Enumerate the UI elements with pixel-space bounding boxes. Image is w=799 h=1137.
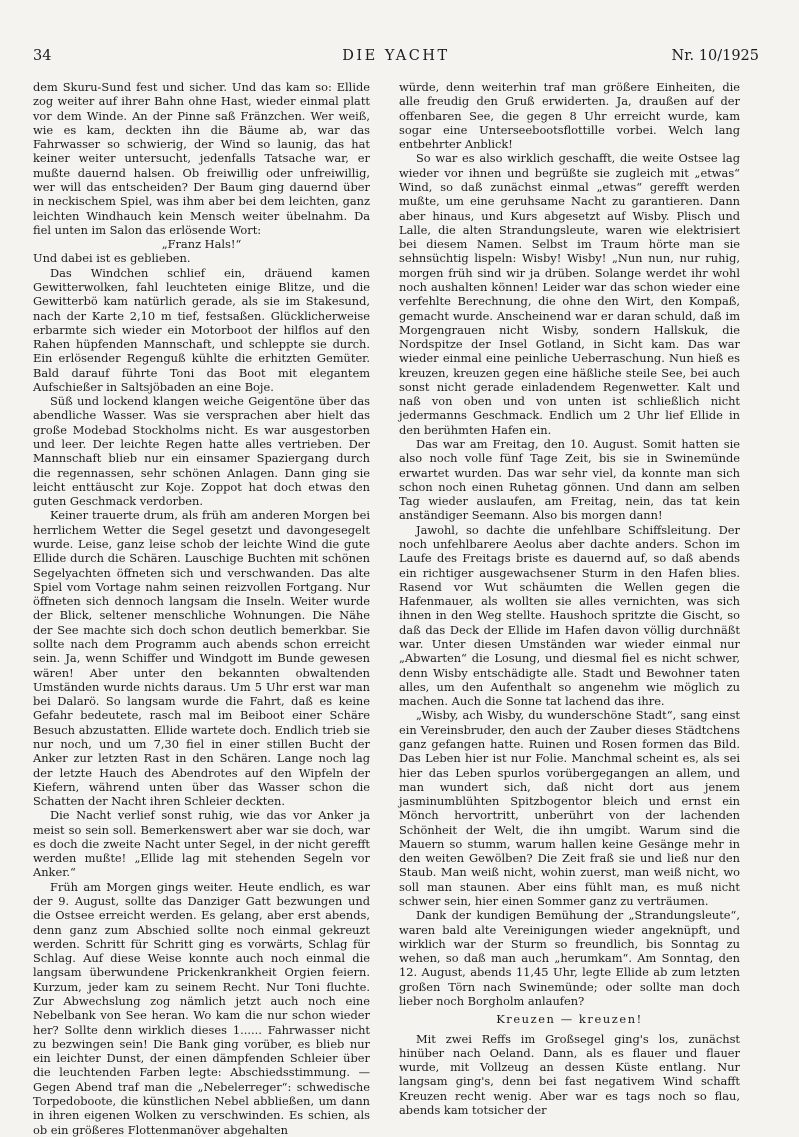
issue-number: Nr. 10/1925 (671, 48, 759, 64)
paragraph: Jawohl, so dachte die unfehlbare Schiffsleitung. Der noch unfehlbarere Aeolus aber dachte anders. Schon im Laufe des Freitags briste es dauernd auf, so daß abends ein richtiger ausgewachsener Sturm in den Hafen blies. Rasend vor Wut schäumten die Wellen gegen die Hafenmauer, als wollten sie alles vernichten, was sich ihnen in den Weg stellte. Haushoch spritzte die Gischt, so daß das Deck der Ellide im Hafen davon völlig durchnäßt war. Unter diesen Umständen war wieder einmal nur „Abwarten“ die Losung, und diesmal fiel es nicht schwer, denn Wisby entschädigte alle. Stadt und Bewohner taten alles, um den Aufenthalt so angenehm wie möglich zu machen. Auch die Sonne tat lachend das ihre. (399, 522, 740, 709)
right-column (399, 80, 740, 1117)
paragraph: Süß und lockend klangen weiche Geigentöne über das abendliche Wasser. Was sie versprachen aber hielt das große Modebad Stockholms nicht. Es war ausgestorben und leer. Der leichte Regen hatte alles vertrieben. Der Mannschaft blieb nur ein einsamer Spaziergang durch die regennassen, sehr schönen Anlagen. Dann ging sie leicht enttäuscht zur Koje. Zoppot hat doch etwas den guten Geschmack verdorben. (33, 394, 370, 509)
page-header (33, 48, 759, 70)
page-number: 34 (33, 48, 52, 64)
paragraph: Dank der kundigen Bemühung der „Strandungsleute“, waren bald alte Vereinigungen wieder angeknüpft, und wirklich war der Sturm so freundlich, bis Sonntag zu wehen, so daß man auch „herumkam“. Am Sonntag, den 12. August, abends 11,45 Uhr, legte Ellide ab zum letzten großen Törn nach Swinemünde; oder sollte man doch lieber noch Borgholm anlaufen? (399, 908, 740, 1008)
paragraph: So war es also wirklich geschafft, die weite Ostsee lag wieder vor ihnen und begrüßte sie zugleich mit „etwas“ Wind, so daß zunächst einmal „etwas“ gerefft werden mußte, um eine geruhsame Nacht zu garantieren. Dann aber hinaus, und Kurs abgesetzt auf Wisby. Plisch und Lalle, die alten Strandungsleute, waren wie elektrisiert bei diesem Namen. Selbst im Traum hörte man sie sehnsüchtig lispeln: Wisby! Wisby! „Nun nun, nur ruhig, morgen früh sind wir ja drüben. Solange werdet ihr wohl noch aushalten können! Leider war das schon wieder eine verfehlte Berechnung, die ohne den Wirt, den Kompaß, gemacht wurde. Anscheinend war er daran schuld, daß im Morgengrauen nicht Wisby, sondern Hallskuk, die Nordspitze der Insel Gotland, in Sicht kam. Das war wieder einmal eine peinliche Ueberraschung. Nun hieß es kreuzen, kreuzen gegen eine häßliche steile See, bei auch sonst nicht gerade einladendem Regenwetter. Kalt und naß von oben und von unten ist schließlich nicht jedermanns Geschmack. Endlich um 2 Uhr lief Ellide in den berühmten Hafen ein. (399, 151, 740, 437)
paragraph: würde, denn weiterhin traf man größere Einheiten, die alle freudig den Gruß erwiderten. Ja, draußen auf der offenbaren See, die gegen 8 Uhr erreicht wurde, kam sogar eine Unterseebootsflottille vorbei. Welch lang entbehrter Anblick! (399, 80, 740, 152)
paragraph: Die Nacht verlief sonst ruhig, wie das vor Anker ja meist so sein soll. Bemerkenswert aber war sie doch, war es doch die zweite Nacht unter Segel, in der nicht gerefft werden mußte! „Ellide lag mit stehenden Segeln vor Anker.“ (33, 808, 370, 880)
paragraph: Keiner trauerte drum, als früh am anderen Morgen bei herrlichem Wetter die Segel gesetzt und davongesegelt wurde. Leise, ganz leise schob der leichte Wind die gute Ellide durch die Schären. Lauschige Buchten mit schönen Segelyachten öffneten sich und verschwanden. Das alte Spiel vom Vortage nahm seinen reizvollen Fortgang. Nur öffneten sich dennoch langsam die Inseln. Weiter wurde der Blick, seltener menschliche Wohnungen. Die Nähe der See machte sich doch schon deutlich bemerkbar. Sie sollte nach dem Programm auch abends schon erreicht sein. Ja, wenn Schiffer und Windgott im Bunde gewesen wären! Aber unter den bekannten obwaltenden Umständen wurde nichts daraus. Um 5 Uhr erst war man bei Dalarö. So langsam wurde die Fahrt, daß es keine Gefahr bedeutete, rasch mal im Beiboot einer Schäre Besuch abzustatten. Ellide wartete doch. Endlich trieb sie nur noch, und um 7,30 fiel in einer stillen Bucht der Anker zur letzten Rast in den Schären. Lange noch lag der letzte Hauch des Abendrotes auf den Wipfeln der Kiefern, während unten über das Wasser schon die Schatten der Nacht ihren Schleier deckten. (33, 508, 370, 809)
quote-line: „Franz Hals!“ (161, 237, 242, 252)
paragraph: „Wisby, ach Wisby, du wunderschöne Stadt“, sang einst ein Vereinsbruder, den auch der Zauber dieses Städtchens ganz gefangen hatte. Ruinen und Rosen formen das Bild. Das Leben hier ist nur Folie. Manchmal scheint es, als sei hier das Leben spurlos vorübergegangen an allem, und man wundert sich, daß nicht dort aus jenem jasminumblühten Spitzbogentor bleich und ernst ein Mönch hervortritt, unberührt von der lachenden Schönheit der Welt, die ihn umgibt. Warum sind die Mauern so stumm, warum hallen keine Gesänge mehr in den weiten Gewölben? Die Zeit fraß sie und ließ nur den Staub. Man weiß nicht, wohin zuerst, man weiß nicht, wo soll man staunen. Aber eins fühlt man, es muß nicht schwer sein, hier einen Sommer ganz zu verträumen. (399, 708, 740, 909)
paragraph: Mit zwei Reffs im Großsegel ging's los, zunächst hinüber nach Oeland. Dann, als es flauer und flauer wurde, mit Vollzeug an dessen Küste entlang. Nur langsam ging's, denn bei fast negativem Wind schafft Kreuzen recht wenig. Aber war es tags noch so flau, abends kam totsicher der (399, 1031, 740, 1117)
journal-title: DIE YACHT (342, 48, 450, 64)
paragraph: Das war am Freitag, den 10. August. Somit hatten sie also noch volle fünf Tage Zeit, bis sie in Swinemünde erwartet wurden. Das war sehr viel, da konnte man sich schon noch einen Ruhetag gönnen. Und dann am selben Tag wieder auslaufen, am Freitag, nein, das tat kein anständiger Seemann. Also bis morgen dann! (399, 437, 740, 523)
section-heading: Kreuzen — kreuzen! (496, 1012, 643, 1027)
paragraph: Früh am Morgen gings weiter. Heute endlich, es war der 9. August, sollte das Danziger Gatt bezwungen und die Ostsee erreicht werden. Es gelang, aber erst abends, denn ganz zum Abschied sollte noch einmal gekreuzt werden. Schritt für Schritt ging es vorwärts, Schlag für Schlag. Auf diese Weise konnte auch noch einmal die langsam überwundene Prickenkrankheit Orgien feiern. Kurzum, jeder kam zu seinem Recht. Nur Toni fluchte. Zur Abwechslung zog nämlich jetzt auch noch eine Nebelbank von See heran. Wo kam die nur schon wieder her? Sollte denn wirklich dieses 1...... Fahrwasser nicht zu bezwingen sein! Die Bank ging vorüber, es blieb nur ein leichter Dunst, der einen dämpfenden Schleier über die leuchtenden Farben legte: Abschiedsstimmung. — Gegen Abend traf man die „Nebelerreger“: schwedische Torpedoboote, die künstlichen Nebel abbließen, um dann in ihren eigenen Wolken zu verschwinden. Es schien, als ob ein größeres Flottenmanöver abgehalten (33, 879, 370, 1137)
left-column (33, 80, 370, 1137)
paragraph: dem Skuru-Sund fest und sicher. Und das kam so: Ellide zog weiter auf ihrer Bahn ohne Hast, wieder einmal platt vor dem Winde. An der Pinne saß Fränzchen. Wer weiß, wie es kam, deckten ihn die Bäume ab, war das Fahrwasser so schwierig, der Wind so launig, das hat keiner weiter untersucht, jedenfalls Tatsache war, er mußte dauernd halsen. Ob freiwillig oder unfreiwillig, wer will das entscheiden? Der Baum ging dauernd über in neckischem Spiel, was ihm aber bei dem leichten, ganz leichten Windhauch kein Mensch weiter übelnahm. Da fiel unten im Salon das erlösende Wort: (33, 80, 370, 237)
paragraph: Das Windchen schlief ein, dräuend kamen Gewitterwolken, fahl leuchteten einige Blitze, und die Gewitterbö kam natürlich gerade, als sie im Stakesund, nach der Karte 2,10 m tief, festsaßen. Glücklicherweise erbarmte sich wieder ein Motorboot der hilflos auf den Rahen hüpfenden Mannschaft, und schleppte sie durch. Ein erlösender Regenguß kühlte die erhitzten Gemüter. Bald darauf führte Toni das Boot mit elegantem Aufschießer in Saltsjöbaden an eine Boje. (33, 265, 370, 394)
paragraph: Und dabei ist es geblieben. (33, 251, 191, 266)
